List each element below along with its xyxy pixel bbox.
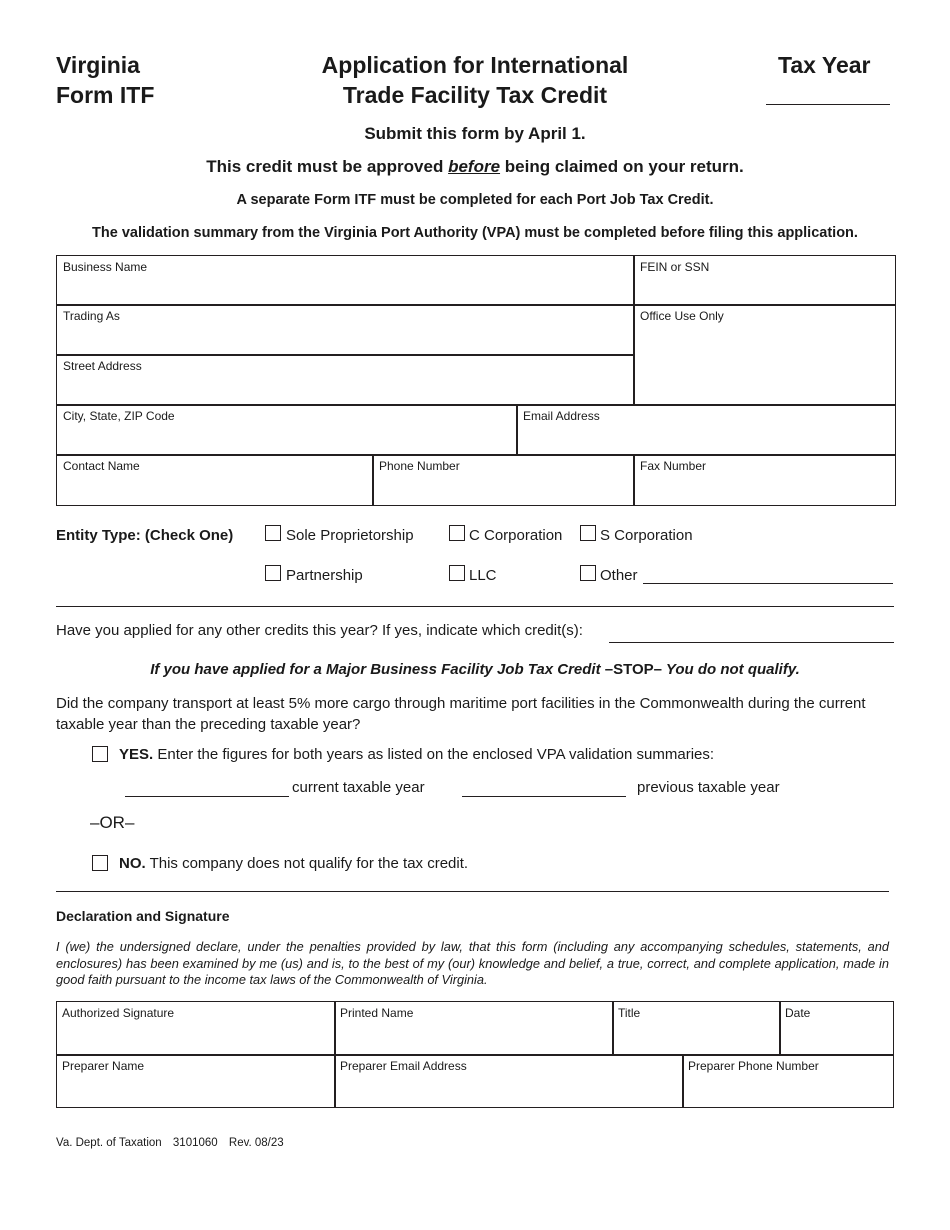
city-state-zip-field[interactable] (56, 404, 518, 456)
preparer-phone-field[interactable] (682, 1054, 894, 1108)
tax-year-label: Tax Year (778, 52, 871, 78)
c-corporation-checkbox[interactable] (449, 525, 465, 541)
entity-type-label: Entity Type: (Check One) (56, 527, 234, 544)
printed-name-field[interactable] (334, 1001, 614, 1056)
footer-dept: Va. Dept. of Taxation (56, 1137, 162, 1149)
approval-notice (0, 157, 950, 177)
preparer-name-label: Preparer Name (62, 1059, 145, 1073)
stop-notice-part3: You do not qualify. (662, 661, 800, 678)
s-corporation-checkbox[interactable] (580, 525, 596, 541)
other-entity-input-line[interactable] (643, 583, 893, 584)
trading-as-field[interactable] (56, 304, 635, 356)
no-checkbox[interactable] (92, 855, 108, 871)
sole-proprietorship-label: Sole Proprietorship (286, 527, 414, 544)
partnership-label: Partnership (286, 567, 363, 584)
authorized-signature-label: Authorized Signature (62, 1006, 175, 1020)
footer (56, 1137, 284, 1149)
email-address-label: Email Address (523, 409, 600, 423)
trading-as-label: Trading As (63, 309, 120, 323)
form-id: Form ITF (56, 82, 155, 108)
validation-summary-notice: The validation summary from the Virginia Port Authority (VPA) must be completed before filing this application. (92, 225, 858, 241)
yes-label: YES. (119, 746, 154, 763)
authorized-signature-field[interactable] (56, 1001, 336, 1056)
street-address-label: Street Address (63, 359, 142, 373)
state-name: Virginia (56, 52, 140, 78)
title-field[interactable] (612, 1001, 781, 1056)
street-address-field[interactable] (56, 354, 635, 406)
printed-name-label: Printed Name (340, 1006, 414, 1020)
preparer-name-field[interactable] (56, 1054, 336, 1108)
previous-year-input-line[interactable] (462, 796, 626, 797)
email-address-field[interactable] (516, 404, 896, 456)
stop-notice-part1: If you have applied for a Major Business Facility Job Tax Credit (150, 661, 605, 678)
section-divider (56, 606, 894, 607)
tax-year-input-line[interactable] (766, 104, 890, 105)
approval-notice-post: being claimed on your return. (500, 157, 744, 176)
footer-form-number: 3101060 (172, 1137, 218, 1149)
phone-number-field[interactable] (372, 454, 635, 506)
yes-option-text (119, 746, 714, 763)
title-label: Title (618, 1006, 641, 1020)
previous-year-label: previous taxable year (637, 779, 780, 796)
contact-name-field[interactable] (56, 454, 374, 506)
preparer-phone-label: Preparer Phone Number (688, 1059, 819, 1073)
preparer-email-label: Preparer Email Address (340, 1059, 467, 1073)
yes-instructions: Enter the figures for both years as listed on the enclosed VPA validation summaries: (153, 746, 715, 763)
form-title-line2: Trade Facility Tax Credit (342, 82, 608, 108)
no-option-text (119, 855, 468, 872)
approval-notice-pre: This credit must be approved (206, 157, 449, 176)
date-label: Date (785, 1006, 811, 1020)
office-use-only-box (633, 304, 896, 406)
cargo-question: Did the company transport at least 5% more cargo through maritime port facilities in the Commonwealth during the current taxable year than the preceding taxable year? (56, 695, 866, 733)
other-credits-question: Have you applied for any other credits this year? If yes, indicate which credit(s): (56, 622, 583, 639)
fax-number-label: Fax Number (640, 459, 707, 473)
phone-number-label: Phone Number (379, 459, 460, 473)
stop-notice (0, 661, 950, 678)
form-title-line1: Application for International (321, 52, 629, 78)
footer-revision: Rev. 08/23 (228, 1137, 284, 1149)
declaration-divider (56, 891, 889, 892)
fein-ssn-label: FEIN or SSN (640, 260, 710, 274)
s-corporation-label: S Corporation (600, 527, 693, 544)
city-state-zip-label: City, State, ZIP Code (63, 409, 175, 423)
declaration-heading: Declaration and Signature (56, 908, 230, 924)
partnership-checkbox[interactable] (265, 565, 281, 581)
other-credits-input-line[interactable] (609, 642, 894, 643)
submit-by-notice: Submit this form by April 1. (364, 124, 586, 143)
approval-notice-emphasis: before (448, 157, 501, 176)
llc-label: LLC (469, 567, 497, 584)
current-year-label: current taxable year (292, 779, 425, 796)
c-corporation-label: C Corporation (469, 527, 563, 544)
preparer-email-field[interactable] (334, 1054, 684, 1108)
sole-proprietorship-checkbox[interactable] (265, 525, 281, 541)
current-year-input-line[interactable] (125, 796, 289, 797)
llc-checkbox[interactable] (449, 565, 465, 581)
or-separator: –OR– (90, 813, 135, 832)
declaration-text: I (we) the undersigned declare, under the penalties provided by law, that this form (including any accompanying schedules, statements, and enclosures) has been examined by me (us) and is, to the best of my (our) knowledge and belief, a true, correct, and complete application, made in good faith pursuant to the income tax laws of the Commonwealth of Virginia. (56, 939, 889, 987)
other-label: Other (600, 567, 638, 584)
date-field[interactable] (779, 1001, 894, 1056)
no-label: NO. (119, 855, 146, 872)
business-name-field[interactable] (56, 255, 635, 306)
no-statement: This company does not qualify for the tax credit. (145, 855, 469, 872)
contact-name-label: Contact Name (63, 459, 140, 473)
separate-form-notice: A separate Form ITF must be completed for each Port Job Tax Credit. (236, 192, 714, 208)
business-name-label: Business Name (63, 260, 148, 274)
fax-number-field[interactable] (633, 454, 896, 506)
stop-notice-stop: –STOP– (604, 661, 663, 678)
other-checkbox[interactable] (580, 565, 596, 581)
yes-checkbox[interactable] (92, 746, 108, 762)
fein-ssn-field[interactable] (633, 255, 896, 306)
office-use-only-label: Office Use Only (640, 309, 724, 323)
